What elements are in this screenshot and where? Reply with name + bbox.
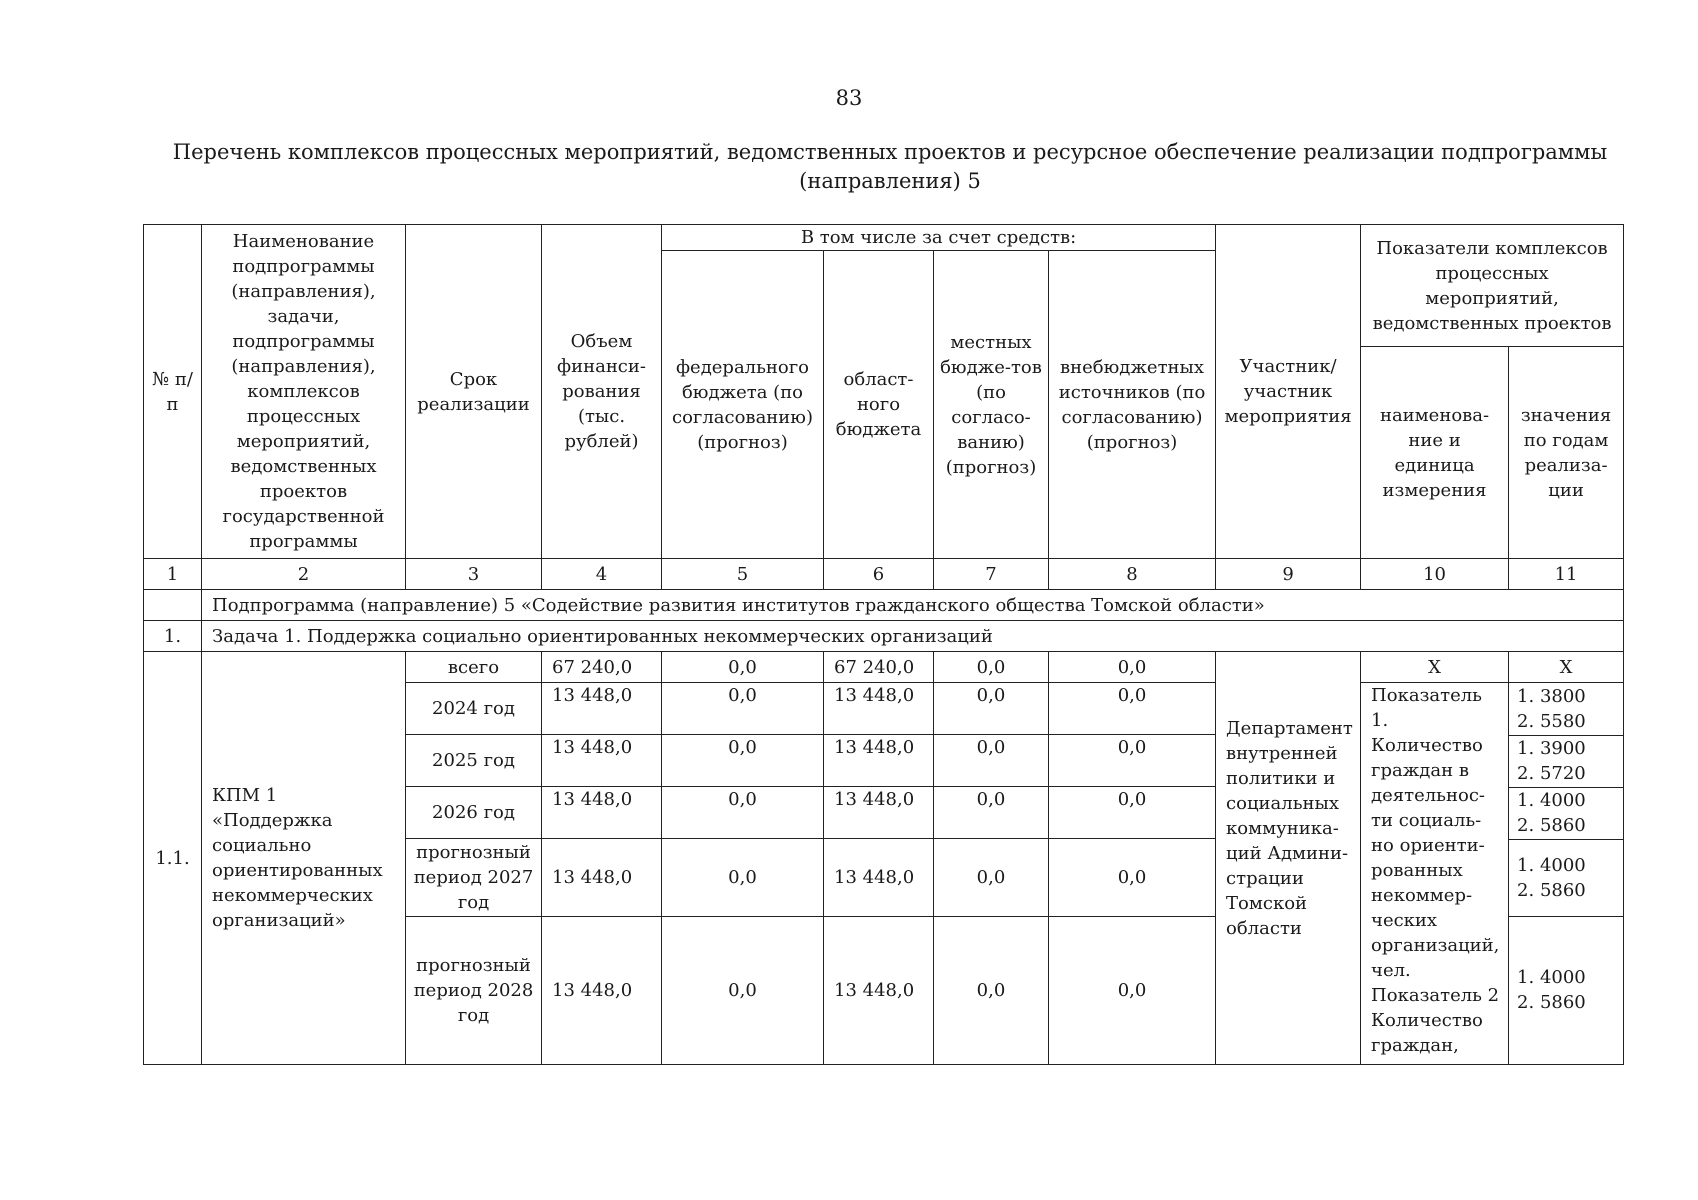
task-title: Задача 1. Поддержка социально ориентированных некоммерческих организаций — [202, 621, 1624, 652]
extra-cell: 0,0 — [1049, 916, 1216, 1064]
term-cell: 2026 год — [406, 787, 542, 839]
values-2027: 1. 4000 2. 5860 — [1509, 839, 1623, 916]
regional-cell: 13 448,0 — [824, 787, 934, 839]
volume-cell: 13 448,0 — [542, 839, 662, 916]
volume-cell: 13 448,0 — [542, 916, 662, 1064]
page-number: 83 — [835, 86, 863, 110]
federal-cell: 0,0 — [662, 916, 824, 1064]
indicator-description: Показатель 1. Количество граждан в деятельнос-ти социаль-но ориенти-рованных некоммер-ческих организаций, чел. Показатель 2 Количество граждан, — [1361, 683, 1509, 1065]
term-cell: прогнозный период 2027 год — [406, 839, 542, 916]
header-num: № п/п — [144, 225, 202, 559]
header-including: В том числе за счет средств: — [662, 225, 1216, 251]
col-number: 1 — [144, 559, 202, 590]
header-indicators: Показатели комплексов процессных мероприятий, ведомственных проектов — [1361, 225, 1624, 347]
regional-cell: 13 448,0 — [824, 683, 934, 735]
local-cell: 0,0 — [934, 735, 1049, 787]
term-cell: прогнозный период 2028 год — [406, 916, 542, 1064]
volume-cell: 13 448,0 — [542, 683, 662, 735]
volume-cell: 13 448,0 — [542, 787, 662, 839]
values-2028: 1. 4000 2. 5860 — [1517, 967, 1586, 1014]
header-extra: внебюджетных источников (по согласованию) (прогноз) — [1049, 251, 1216, 559]
federal-cell: 0,0 — [662, 735, 824, 787]
header-federal: федерального бюджета (по согласованию) (прогноз) — [662, 251, 824, 559]
subprogram-title: Подпрограмма (направление) 5 «Содействие развития институтов гражданского общества Томской области» — [202, 590, 1624, 621]
federal-cell: 0,0 — [662, 652, 824, 683]
values-2024: 1. 3800 2. 5580 — [1509, 683, 1623, 735]
col-number: 3 — [406, 559, 542, 590]
header-name: Наименование подпрограммы (направления), задачи, подпрограммы (направления), комплексов процессных мероприятий, ведомственных проектов государственной программы — [202, 225, 406, 559]
program-table — [143, 224, 1624, 1065]
federal-cell: 0,0 — [662, 787, 824, 839]
extra-cell: 0,0 — [1049, 787, 1216, 839]
federal-cell: 0,0 — [662, 839, 824, 916]
header-term: Срок реализации — [406, 225, 542, 559]
regional-cell: 13 448,0 — [824, 735, 934, 787]
regional-cell: 67 240,0 — [824, 652, 934, 683]
indicator-value-total: Х — [1509, 652, 1624, 683]
term-cell: всего — [406, 652, 542, 683]
extra-cell: 0,0 — [1049, 652, 1216, 683]
indicator-values-block — [1509, 683, 1624, 1065]
col-number: 5 — [662, 559, 824, 590]
extra-cell: 0,0 — [1049, 683, 1216, 735]
regional-cell: 13 448,0 — [824, 839, 934, 916]
header-volume: Объем финанси-рования (тыс. рублей) — [542, 225, 662, 559]
title-line-1: Перечень комплексов процессных мероприятий, ведомственных проектов и ресурсное обеспечение реализации подпрограммы — [172, 140, 1608, 164]
local-cell: 0,0 — [934, 683, 1049, 735]
regional-cell: 13 448,0 — [824, 916, 934, 1064]
col-number: 9 — [1216, 559, 1361, 590]
indicator-name-total: Х — [1361, 652, 1509, 683]
col-number: 11 — [1509, 559, 1624, 590]
term-cell: 2024 год — [406, 683, 542, 735]
title-line-2: (направления) 5 — [799, 169, 981, 193]
header-local: местных бюдже-тов (по согласо-ванию) (прогноз) — [934, 251, 1049, 559]
header-regional: област-ного бюджета — [824, 251, 934, 559]
header-participant: Участник/ участник мероприятия — [1216, 225, 1361, 559]
local-cell: 0,0 — [934, 839, 1049, 916]
local-cell: 0,0 — [934, 787, 1049, 839]
kpm-name: КПМ 1 «Поддержка социально ориентированных некоммерческих организаций» — [202, 652, 406, 1065]
task-row — [144, 621, 1624, 652]
extra-cell: 0,0 — [1049, 839, 1216, 916]
subprogram-row — [144, 590, 1624, 621]
col-number: 2 — [202, 559, 406, 590]
extra-cell: 0,0 — [1049, 735, 1216, 787]
col-number: 4 — [542, 559, 662, 590]
document-title — [140, 138, 1640, 196]
header-indicator-name: наименова-ние и единица измерения — [1361, 347, 1509, 559]
local-cell: 0,0 — [934, 652, 1049, 683]
kpm-row-total — [144, 652, 1624, 683]
col-number: 10 — [1361, 559, 1509, 590]
local-cell: 0,0 — [934, 916, 1049, 1064]
task-num: 1. — [144, 621, 202, 652]
term-cell: 2025 год — [406, 735, 542, 787]
volume-cell: 13 448,0 — [542, 735, 662, 787]
col-number: 8 — [1049, 559, 1216, 590]
values-2026: 1. 4000 2. 5860 — [1509, 787, 1623, 839]
federal-cell: 0,0 — [662, 683, 824, 735]
col-number: 7 — [934, 559, 1049, 590]
header-indicator-values: значения по годам реализа-ции — [1509, 347, 1624, 559]
kpm-participant: Департамент внутренней политики и социальных коммуника-ций Админи-страции Томской области — [1216, 652, 1361, 1065]
column-numbers-row — [144, 559, 1624, 590]
volume-cell: 67 240,0 — [542, 652, 662, 683]
kpm-num: 1.1. — [144, 652, 202, 1065]
values-2025: 1. 3900 2. 5720 — [1509, 735, 1623, 787]
col-number: 6 — [824, 559, 934, 590]
